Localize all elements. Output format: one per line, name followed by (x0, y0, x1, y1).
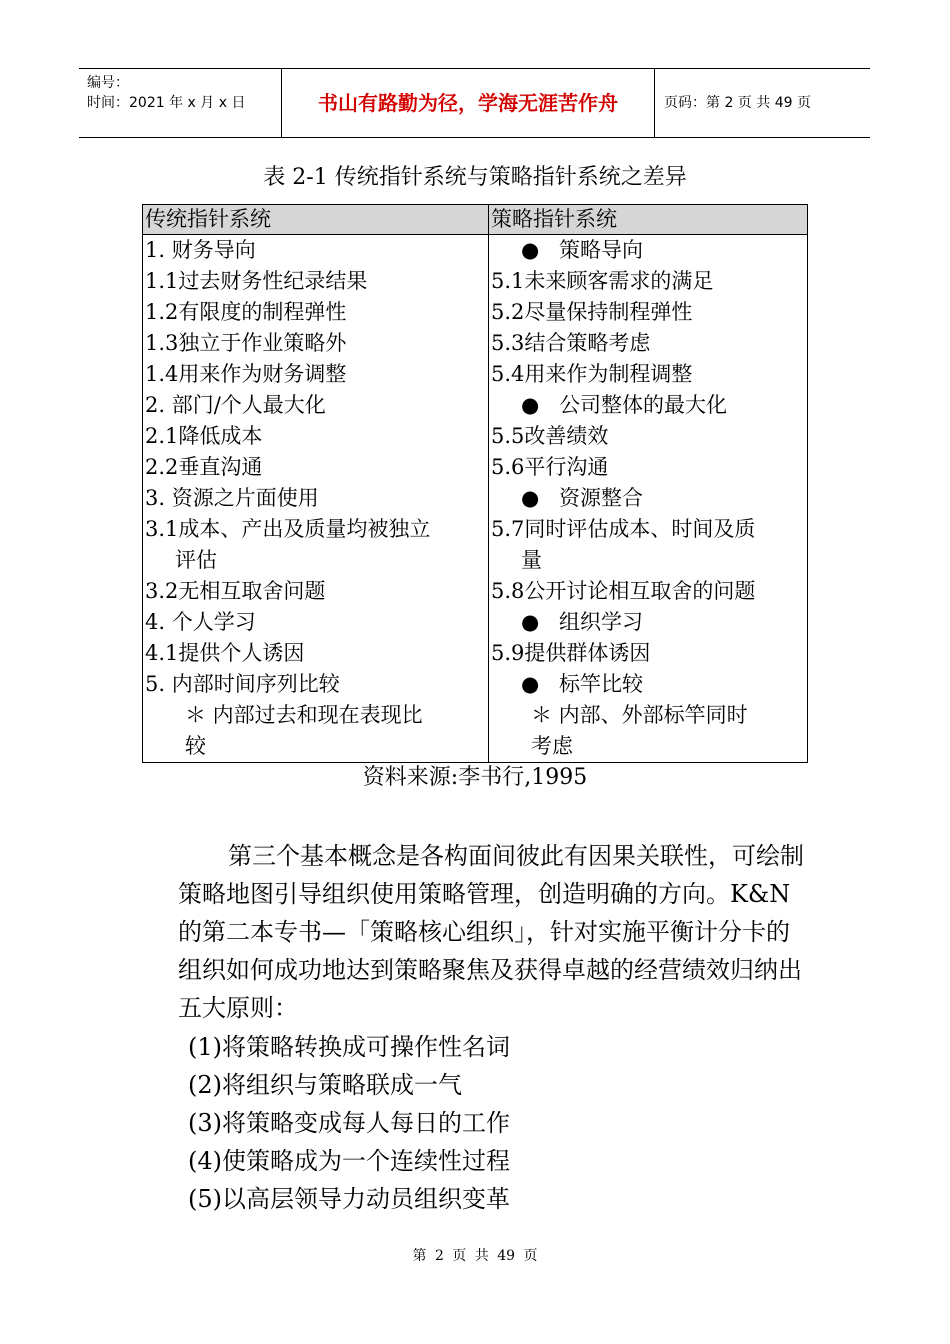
header-meta (87, 73, 287, 113)
list-item: 3. 资源之片面使用 (145, 486, 319, 510)
list-item: 5.1未来顾客需求的满足 (491, 269, 714, 293)
bullet-item: ● 资源整合 (491, 483, 805, 514)
list-item: 2.2垂直沟通 (145, 455, 263, 479)
principles-list (188, 1028, 510, 1218)
list-item: 5.8公开讨论相互取舍的问题 (491, 579, 756, 603)
table-row (143, 235, 808, 763)
list-item-note: ＊ 内部、外部标竿同时 (531, 703, 748, 727)
bullet-item: ● 标竿比较 (491, 669, 805, 700)
bullet-icon: ● (521, 672, 540, 696)
list-item: (2)将组织与策略联成一气 (188, 1071, 462, 1099)
list-item: 1.3独立于作业策略外 (145, 331, 347, 355)
list-item: 5.4用来作为制程调整 (491, 362, 693, 386)
column-header-strategic: 策略指针系统 (489, 205, 808, 235)
list-item: 1.1过去财务性纪录结果 (145, 269, 368, 293)
list-item: (5)以高层领导力动员组织变革 (188, 1185, 510, 1213)
table-header-row (143, 205, 808, 235)
list-item: (3)将策略变成每人每日的工作 (188, 1109, 510, 1137)
bullet-icon: ● (521, 486, 540, 510)
list-item-continuation: 评估 (175, 548, 217, 572)
column-header-traditional: 传统指针系统 (143, 205, 489, 235)
list-item-note: ＊ 内部过去和现在表现比 (185, 703, 423, 727)
list-item: 5.3结合策略考虑 (491, 331, 651, 355)
bullet-item: ● 公司整体的最大化 (491, 390, 805, 421)
bullet-item: ● 组织学习 (491, 607, 805, 638)
number-label: 编号： (87, 75, 129, 91)
list-item: 5.2尽量保持制程弹性 (491, 300, 693, 324)
list-item: 5.5改善绩效 (491, 424, 609, 448)
list-item: 1. 财务导向 (145, 238, 256, 262)
body-paragraph: 第三个基本概念是各构面间彼此有因果关联性，可绘制策略地图引导组织使用策略管理，创造明确的方向。K&N 的第二本专书—「策略核心组织」，针对实施平衡计分卡的组织如何成功地达到策略聚焦及获得卓越的经营绩效归纳出五大原则： (178, 842, 804, 1022)
list-item-continuation: 考虑 (531, 734, 573, 758)
list-item: 2.1降低成本 (145, 424, 263, 448)
bullet-icon: ● (521, 238, 540, 262)
header-divider (654, 69, 655, 137)
page-header (79, 68, 870, 138)
list-item: 2. 部门/个人最大化 (145, 393, 326, 417)
list-item: (4)使策略成为一个连续性过程 (188, 1147, 510, 1175)
list-item: 4. 个人学习 (145, 610, 256, 634)
list-item-continuation: 较 (185, 734, 206, 758)
list-item: 4.1提供个人诱因 (145, 641, 305, 665)
page-footer: 第 2 页 共 49 页 (412, 1248, 538, 1264)
list-item: (1)将策略转换成可操作性名词 (188, 1033, 510, 1061)
list-item: 5. 内部时间序列比较 (145, 672, 340, 696)
bullet-item: ● 策略导向 (491, 235, 805, 266)
traditional-column (143, 235, 489, 763)
list-item: 3.2无相互取舍问题 (145, 579, 326, 603)
strategic-column (489, 235, 808, 763)
header-page-info: 页码：第 2 页 共 49 页 (664, 95, 811, 111)
list-item: 5.6平行沟通 (491, 455, 609, 479)
list-item-continuation: 量 (521, 548, 542, 572)
bullet-icon: ● (521, 610, 540, 634)
list-item: 1.4用来作为财务调整 (145, 362, 347, 386)
header-motto: 书山有路勤为径，学海无涯苦作舟 (318, 91, 618, 115)
list-item: 1.2有限度的制程弹性 (145, 300, 347, 324)
bullet-icon: ● (521, 393, 540, 417)
list-item: 3.1成本、产出及质量均被独立 (145, 517, 431, 541)
time-label: 时间：2021 年 x 月 x 日 (87, 95, 246, 111)
list-item: 5.9提供群体诱因 (491, 641, 651, 665)
table-caption: 表 2-1 传统指针系统与策略指针系统之差异 (263, 165, 687, 190)
comparison-table (142, 204, 808, 763)
table-source: 资料来源:李书行,1995 (362, 765, 588, 790)
list-item: 5.7同时评估成本、时间及质 (491, 517, 756, 541)
